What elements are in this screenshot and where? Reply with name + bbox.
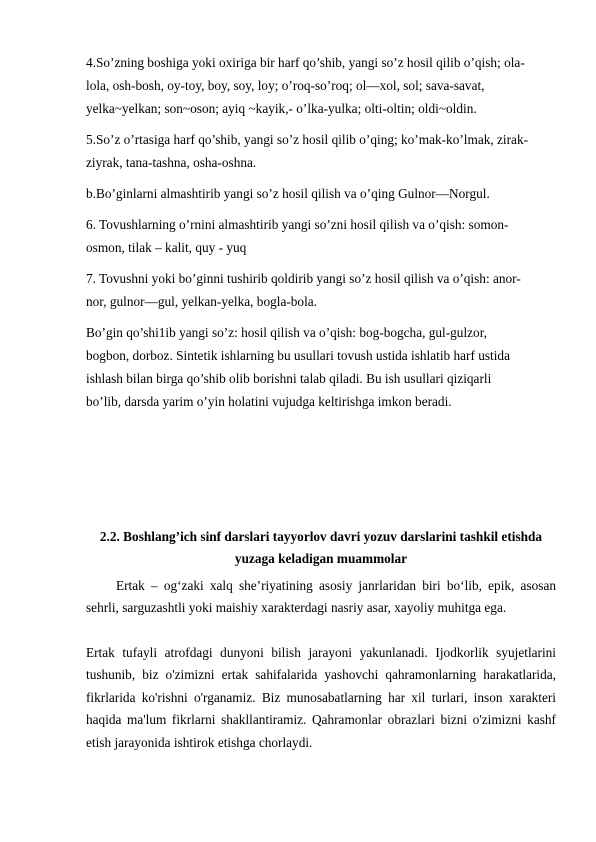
text-line: ishlash bilan birga qo’shib olib borishni talab qiladi. Bu ish usullari qiziqarli — [86, 371, 492, 386]
text-line: osmon, tilak – kalit, quy - yuq — [86, 240, 247, 255]
section-heading-line-1: 2.2. Boshlang’ich sinf darslari tayyorlov davri yozuv darslarini tashkil etishda — [99, 529, 543, 544]
text-line: 7. Tovushni yoki bo’ginni tushirib qoldirib yangi so’z hosil qilish va o’qish: anor- — [86, 271, 521, 286]
section-paragraph: Ertak – og‘zaki xalq she’riyatining asosiy janrlaridan biri bo‘lib, epik, asosan sehrli, sarguzashtli yoki maishiy xarakterdagi nasriy asar, xayoliy muhitga ega. — [86, 578, 556, 616]
text-line: 6. Tovushlarning o’rnini almashtirib yangi so’zni hosil qilish va o’qish: somon- — [86, 217, 509, 232]
text-line: ziyrak, tana-tashna, osha-oshna. — [86, 155, 257, 170]
text-line: Bo’gin qo’shi1ib yangi so’z: hosil qilish va o’qish: bog-bogcha, gul-gulzor, — [86, 325, 487, 340]
section-paragraph: Ertak tufayli atrofdagi dunyoni bilish jarayoni yakunlanadi. Ijodkorlik syujetlarini tushunib, biz o'zimizni ertak sahifalarida yashovchi qahramonlarning harakatlarida, fikrlarida ko'rishni o'rganamiz. Biz munosabatlarning har xil turlari, inson xarakteri haqida ma'lum fikrlarni shakllantiramiz. Qahramonlar obrazlari bizni o'zimizni kashf etish jarayonida ishtirok etishga chorlaydi. — [86, 645, 556, 750]
text-line: b.Bo’ginlarni almashtirib yangi so’z hosil qilish va o’qing Gulnor—Norgul. — [86, 186, 490, 201]
section-heading-line-2: yuzaga keladigan muammolar — [234, 551, 408, 566]
text-line: 5.So’z o’rtasiga harf qo’shib, yangi so’z hosil qilib o’qing; ko’mak-ko’lmak, zirak- — [86, 132, 529, 147]
text-line: bo’lib, darsda yarim o’yin holatini vujudga keltirishga imkon beradi. — [86, 394, 452, 409]
text-line: nor, gulnor—gul, yelkan-yelka, bogla-bola. — [86, 294, 317, 309]
text-line: yelka~yelkan; son~oson; ayiq ~kayik,- o’lka-yulka; olti-oltin; oldi~oldin. — [86, 101, 477, 116]
text-line: bogbon, dorboz. Sintetik ishlarning bu usullari tovush ustida ishlatib harf ustida — [86, 348, 510, 363]
text-line: 4.So’zning boshiga yoki oxiriga bir harf qo’shib, yangi so’z hosil qilib o’qish; ola- — [86, 55, 525, 70]
text-line: lola, osh-bosh, oy-toy, boy, soy, loy; o’roq-so’roq; ol—xol, sol; sava-savat, — [86, 78, 485, 93]
